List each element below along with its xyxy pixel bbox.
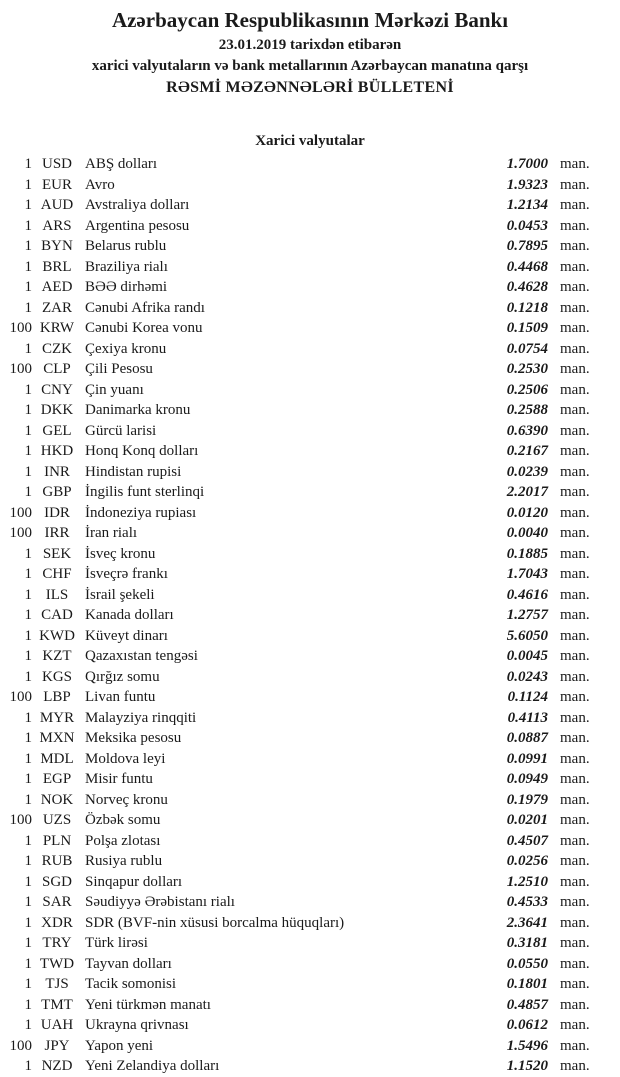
quantity-cell: 1 [24, 873, 32, 890]
rate-value-cell: 0.4113 [507, 709, 548, 726]
currency-code-cell: XDR [41, 914, 73, 931]
unit-label-cell: man. [560, 873, 590, 890]
rate-value-cell: 1.9323 [506, 176, 548, 193]
quantity-cell: 1 [24, 1058, 32, 1074]
table-row [0, 277, 620, 298]
unit-label-cell: man. [560, 607, 590, 623]
table-row [0, 626, 620, 647]
quantity-cell: 100 [9, 320, 32, 336]
table-row [0, 687, 620, 708]
currency-code-cell: KWD [39, 627, 75, 644]
rate-value-cell: 0.1509 [506, 320, 548, 336]
table-row [0, 257, 620, 278]
currency-name-cell: Avro [85, 176, 115, 193]
rate-value-cell: 0.6390 [506, 422, 548, 439]
table-row [0, 359, 620, 380]
currency-name-cell: Səudiyyə Ərəbistanı rialı [85, 894, 235, 910]
table-row [0, 872, 620, 893]
table-row [0, 810, 620, 831]
currency-code-cell: NZD [41, 1058, 73, 1074]
currency-code-cell: DKK [40, 402, 74, 418]
currency-code-cell: CNY [41, 381, 73, 398]
table-row [0, 667, 620, 688]
quantity-cell: 1 [24, 648, 32, 664]
table-row [0, 482, 620, 503]
currency-name-cell: Yeni türkmən manatı [85, 996, 211, 1013]
rate-value-cell: 0.1801 [506, 976, 548, 992]
quantity-cell: 1 [24, 299, 32, 316]
currency-name-cell: Qırğız somu [85, 668, 160, 685]
currency-name-cell: Ukrayna qrivnası [85, 1017, 189, 1033]
table-row [0, 544, 620, 565]
quantity-cell: 1 [24, 627, 32, 644]
rate-value-cell: 1.2757 [506, 607, 548, 623]
currency-name-cell: Sinqapur dolları [85, 873, 183, 890]
currency-name-cell: Meksika pesosu [85, 730, 182, 746]
quantity-cell: 1 [24, 1017, 32, 1033]
currency-code-cell: KZT [42, 648, 72, 664]
unit-label-cell: man. [560, 525, 590, 541]
table-row [0, 769, 620, 790]
quantity-cell: 1 [24, 894, 32, 910]
currency-code-cell: SGD [41, 873, 72, 890]
currency-name-cell: Moldova leyi [85, 750, 166, 767]
unit-label-cell: man. [560, 197, 590, 213]
unit-label-cell: man. [560, 935, 590, 951]
currency-code-cell: JPY [44, 1037, 70, 1054]
unit-label-cell: man. [560, 894, 590, 910]
unit-label-cell: man. [560, 340, 590, 357]
currency-name-cell: Polşa zlotası [85, 832, 161, 849]
unit-label-cell: man. [560, 299, 590, 316]
rate-value-cell: 2.2017 [506, 484, 548, 500]
quantity-cell: 100 [9, 812, 32, 828]
currency-code-cell: SEK [42, 545, 72, 562]
bulletin-title: RƏSMİ MƏZƏNNƏLƏRİ BÜLLETENİ [166, 79, 454, 96]
rate-value-cell: 0.0453 [506, 217, 548, 234]
currency-name-cell: İndoneziya rupiası [85, 504, 197, 521]
table-row [0, 749, 620, 770]
currency-code-cell: KRW [39, 320, 75, 336]
unit-label-cell: man. [560, 750, 590, 767]
quantity-cell: 1 [24, 935, 32, 951]
currency-name-cell: BƏƏ dirhəmi [85, 279, 168, 295]
table-row [0, 236, 620, 257]
unit-label-cell: man. [560, 668, 590, 685]
rate-value-cell: 0.2167 [506, 443, 548, 459]
currency-code-cell: AUD [40, 197, 74, 213]
quantity-cell: 100 [9, 525, 32, 541]
rate-value-cell: 0.0040 [506, 525, 548, 541]
rate-value-cell: 0.2588 [506, 402, 548, 418]
quantity-cell: 1 [24, 607, 32, 623]
unit-label-cell: man. [560, 586, 590, 603]
currency-name-cell: İsveçrə frankı [85, 566, 168, 582]
rate-value-cell: 0.4616 [506, 586, 548, 603]
quantity-cell: 1 [24, 668, 32, 685]
table-row [0, 892, 620, 913]
rate-value-cell: 1.2510 [506, 873, 548, 890]
unit-label-cell: man. [560, 648, 590, 664]
table-row [0, 298, 620, 319]
rate-value-cell: 0.4507 [506, 832, 548, 849]
currency-code-cell: USD [41, 156, 72, 172]
currency-code-cell: INR [44, 463, 70, 480]
table-row [0, 462, 620, 483]
currency-name-cell: Çexiya kronu [85, 340, 167, 357]
currency-name-cell: Çili Pesosu [85, 361, 153, 377]
currency-code-cell: EUR [42, 176, 72, 193]
currency-code-cell: RUB [41, 853, 73, 869]
currency-code-cell: CHF [42, 566, 72, 582]
rate-value-cell: 0.1218 [506, 299, 548, 316]
currency-name-cell: Tacik somonisi [85, 976, 177, 992]
quantity-cell: 100 [9, 1037, 32, 1054]
unit-label-cell: man. [560, 1037, 590, 1054]
currency-code-cell: NOK [40, 791, 74, 808]
unit-label-cell: man. [560, 812, 590, 828]
currency-name-cell: Livan funtu [85, 689, 156, 705]
quantity-cell: 1 [24, 258, 32, 275]
unit-label-cell: man. [560, 627, 590, 644]
currency-code-cell: CLP [43, 361, 71, 377]
currency-code-cell: ILS [45, 586, 69, 603]
table-row [0, 503, 620, 524]
unit-label-cell: man. [560, 361, 590, 377]
currency-code-cell: UZS [42, 812, 72, 828]
currency-name-cell: Tayvan dolları [85, 955, 172, 972]
currency-code-cell: GEL [42, 422, 72, 439]
table-row [0, 831, 620, 852]
currency-code-cell: GBP [42, 484, 72, 500]
currency-code-cell: BRL [42, 258, 72, 275]
rate-value-cell: 0.0991 [506, 750, 548, 767]
table-row [0, 154, 620, 175]
table-row [0, 175, 620, 196]
rate-value-cell: 0.0550 [506, 955, 548, 972]
rate-value-cell: 1.1520 [506, 1058, 548, 1074]
rate-value-cell: 2.3641 [506, 914, 548, 931]
currency-code-cell: TJS [45, 976, 69, 992]
rate-value-cell: 0.0243 [506, 668, 548, 685]
unit-label-cell: man. [560, 217, 590, 234]
quantity-cell: 1 [24, 586, 32, 603]
currency-code-cell: IDR [44, 504, 70, 521]
quantity-cell: 1 [24, 566, 32, 582]
currency-code-cell: IRR [44, 525, 70, 541]
unit-label-cell: man. [560, 771, 590, 787]
currency-name-cell: Cənubi Korea vonu [85, 320, 203, 336]
table-row [0, 339, 620, 360]
currency-name-cell: İngilis funt sterlinqi [85, 484, 205, 500]
section-title-foreign-currencies: Xarici valyutalar [255, 133, 365, 149]
quantity-cell: 1 [24, 955, 32, 972]
currency-code-cell: ZAR [42, 299, 72, 316]
rate-value-cell: 1.7000 [506, 156, 548, 172]
currency-code-cell: EGP [42, 771, 72, 787]
rate-value-cell: 0.0612 [506, 1017, 548, 1033]
rate-value-cell: 0.4533 [506, 894, 548, 910]
currency-code-cell: CAD [41, 607, 73, 623]
currency-name-cell: Yeni Zelandiya dolları [85, 1058, 220, 1074]
rate-value-cell: 0.4857 [506, 996, 548, 1013]
currency-name-cell: Gürcü larisi [85, 422, 157, 439]
currency-name-cell: Rusiya rublu [85, 853, 163, 869]
unit-label-cell: man. [560, 279, 590, 295]
effective-date-line: 23.01.2019 tarixdən etibarən [218, 37, 402, 53]
quantity-cell: 1 [24, 853, 32, 869]
currency-code-cell: SAR [42, 894, 72, 910]
rate-value-cell: 0.4468 [506, 258, 548, 275]
table-row [0, 585, 620, 606]
rate-value-cell: 0.0201 [506, 812, 548, 828]
quantity-cell: 1 [24, 832, 32, 849]
rate-value-cell: 0.7895 [506, 238, 548, 254]
quantity-cell: 1 [24, 217, 32, 234]
table-row [0, 913, 620, 934]
unit-label-cell: man. [560, 853, 590, 869]
rate-value-cell: 0.1885 [506, 545, 548, 562]
quantity-cell: 1 [24, 976, 32, 992]
unit-label-cell: man. [560, 996, 590, 1013]
unit-label-cell: man. [560, 484, 590, 500]
quantity-cell: 100 [9, 689, 32, 705]
table-row [0, 523, 620, 544]
unit-label-cell: man. [560, 955, 590, 972]
rate-value-cell: 1.2134 [506, 197, 548, 213]
currency-name-cell: Avstraliya dolları [85, 197, 190, 213]
currency-code-cell: MDL [40, 750, 74, 767]
quantity-cell: 1 [24, 750, 32, 767]
table-row [0, 995, 620, 1016]
currency-code-cell: MYR [39, 709, 75, 726]
currency-code-cell: MXN [39, 730, 75, 746]
unit-label-cell: man. [560, 504, 590, 521]
table-row [0, 790, 620, 811]
quantity-cell: 100 [9, 504, 32, 521]
quantity-cell: 1 [24, 484, 32, 500]
currency-name-cell: Belarus rublu [85, 238, 167, 254]
currency-name-cell: Küveyt dinarı [85, 627, 168, 644]
table-row [0, 441, 620, 462]
table-row [0, 195, 620, 216]
quantity-cell: 1 [24, 176, 32, 193]
rate-value-cell: 1.7043 [506, 566, 548, 582]
table-row [0, 216, 620, 237]
unit-label-cell: man. [560, 176, 590, 193]
currency-name-cell: Braziliya rialı [85, 258, 168, 275]
unit-label-cell: man. [560, 1017, 590, 1033]
currency-name-cell: Argentina pesosu [85, 217, 190, 234]
unit-label-cell: man. [560, 258, 590, 275]
quantity-cell: 1 [24, 443, 32, 459]
rate-value-cell: 0.0256 [506, 853, 548, 869]
quantity-cell: 1 [24, 238, 32, 254]
currency-name-cell: Cənubi Afrika randı [85, 299, 205, 316]
unit-label-cell: man. [560, 381, 590, 398]
currency-name-cell: Özbək somu [85, 812, 161, 828]
rates-table [0, 154, 620, 1077]
quantity-cell: 1 [24, 197, 32, 213]
unit-label-cell: man. [560, 976, 590, 992]
unit-label-cell: man. [560, 566, 590, 582]
currency-name-cell: Honq Konq dolları [85, 443, 199, 459]
currency-name-cell: Danimarka kronu [85, 402, 191, 418]
quantity-cell: 1 [24, 545, 32, 562]
rate-value-cell: 0.2530 [506, 361, 548, 377]
unit-label-cell: man. [560, 545, 590, 562]
quantity-cell: 1 [24, 381, 32, 398]
currency-name-cell: Yapon yeni [85, 1037, 154, 1054]
currency-name-cell: Çin yuanı [85, 381, 144, 398]
currency-code-cell: PLN [42, 832, 72, 849]
currency-name-cell: SDR (BVF-nin xüsusi borcalma hüquqları) [85, 914, 345, 931]
currency-code-cell: ARS [42, 217, 72, 234]
rate-value-cell: 0.0949 [506, 771, 548, 787]
currency-name-cell: Hindistan rupisi [85, 463, 182, 480]
table-row [0, 564, 620, 585]
currency-name-cell: Kanada dolları [85, 607, 174, 623]
rate-value-cell: 0.0887 [506, 730, 548, 746]
currency-code-cell: LBP [43, 689, 71, 705]
rate-value-cell: 0.0045 [506, 648, 548, 664]
table-row [0, 1015, 620, 1036]
currency-name-cell: İsveç kronu [85, 545, 156, 562]
unit-label-cell: man. [560, 156, 590, 172]
unit-label-cell: man. [560, 402, 590, 418]
currency-code-cell: TWD [39, 955, 75, 972]
quantity-cell: 1 [24, 340, 32, 357]
rate-value-cell: 0.0120 [506, 504, 548, 521]
currency-code-cell: CZK [42, 340, 72, 357]
unit-label-cell: man. [560, 709, 590, 726]
unit-label-cell: man. [560, 832, 590, 849]
table-row [0, 974, 620, 995]
rate-value-cell: 5.6050 [506, 627, 548, 644]
quantity-cell: 1 [24, 156, 32, 172]
table-row [0, 380, 620, 401]
quantity-cell: 1 [24, 422, 32, 439]
quantity-cell: 1 [24, 279, 32, 295]
quantity-cell: 1 [24, 709, 32, 726]
rate-value-cell: 0.4628 [506, 279, 548, 295]
currency-name-cell: Qazaxıstan tengəsi [85, 648, 198, 664]
table-row [0, 605, 620, 626]
table-row [0, 1056, 620, 1077]
currency-name-cell: ABŞ dolları [85, 156, 158, 172]
currency-code-cell: TRY [42, 935, 72, 951]
unit-label-cell: man. [560, 320, 590, 336]
unit-label-cell: man. [560, 914, 590, 931]
unit-label-cell: man. [560, 443, 590, 459]
rate-value-cell: 0.3181 [506, 935, 548, 951]
unit-label-cell: man. [560, 238, 590, 254]
table-row [0, 421, 620, 442]
unit-label-cell: man. [560, 791, 590, 808]
table-row [0, 708, 620, 729]
quantity-cell: 1 [24, 771, 32, 787]
rate-value-cell: 0.1979 [506, 791, 548, 808]
unit-label-cell: man. [560, 730, 590, 746]
quantity-cell: 1 [24, 996, 32, 1013]
quantity-cell: 1 [24, 730, 32, 746]
currency-code-cell: UAH [40, 1017, 74, 1033]
currency-name-cell: Malayziya rinqqiti [85, 709, 197, 726]
bank-title: Azərbaycan Respublikasının Mərkəzi Bankı [111, 8, 509, 32]
unit-label-cell: man. [560, 463, 590, 480]
quantity-cell: 1 [24, 463, 32, 480]
currency-code-cell: TMT [41, 996, 73, 1013]
rate-value-cell: 0.0239 [506, 463, 548, 480]
currency-name-cell: İran rialı [85, 525, 138, 541]
currency-name-cell: Norveç kronu [85, 791, 168, 808]
unit-label-cell: man. [560, 1058, 590, 1074]
table-row [0, 728, 620, 749]
currency-name-cell: Türk lirəsi [85, 935, 148, 951]
rate-value-cell: 1.5496 [506, 1037, 548, 1054]
rate-value-cell: 0.2506 [506, 381, 548, 398]
table-row [0, 400, 620, 421]
currency-name-cell: Misir funtu [85, 771, 153, 787]
quantity-cell: 100 [9, 361, 32, 377]
bulletin-subtitle: xarici valyutaların və bank metallarının Azərbaycan manatına qarşı [91, 58, 529, 74]
currency-code-cell: BYN [41, 238, 73, 254]
table-row [0, 318, 620, 339]
unit-label-cell: man. [560, 689, 590, 705]
table-row [0, 646, 620, 667]
currency-code-cell: AED [41, 279, 73, 295]
quantity-cell: 1 [24, 402, 32, 418]
rate-value-cell: 0.0754 [506, 340, 548, 357]
currency-code-cell: HKD [40, 443, 74, 459]
quantity-cell: 1 [24, 914, 32, 931]
quantity-cell: 1 [24, 791, 32, 808]
rate-value-cell: 0.1124 [507, 689, 548, 705]
unit-label-cell: man. [560, 422, 590, 439]
table-row [0, 851, 620, 872]
currency-name-cell: İsrail şekeli [85, 586, 155, 603]
currency-code-cell: KGS [41, 668, 72, 685]
table-row [0, 954, 620, 975]
table-row [0, 1036, 620, 1057]
table-row [0, 933, 620, 954]
